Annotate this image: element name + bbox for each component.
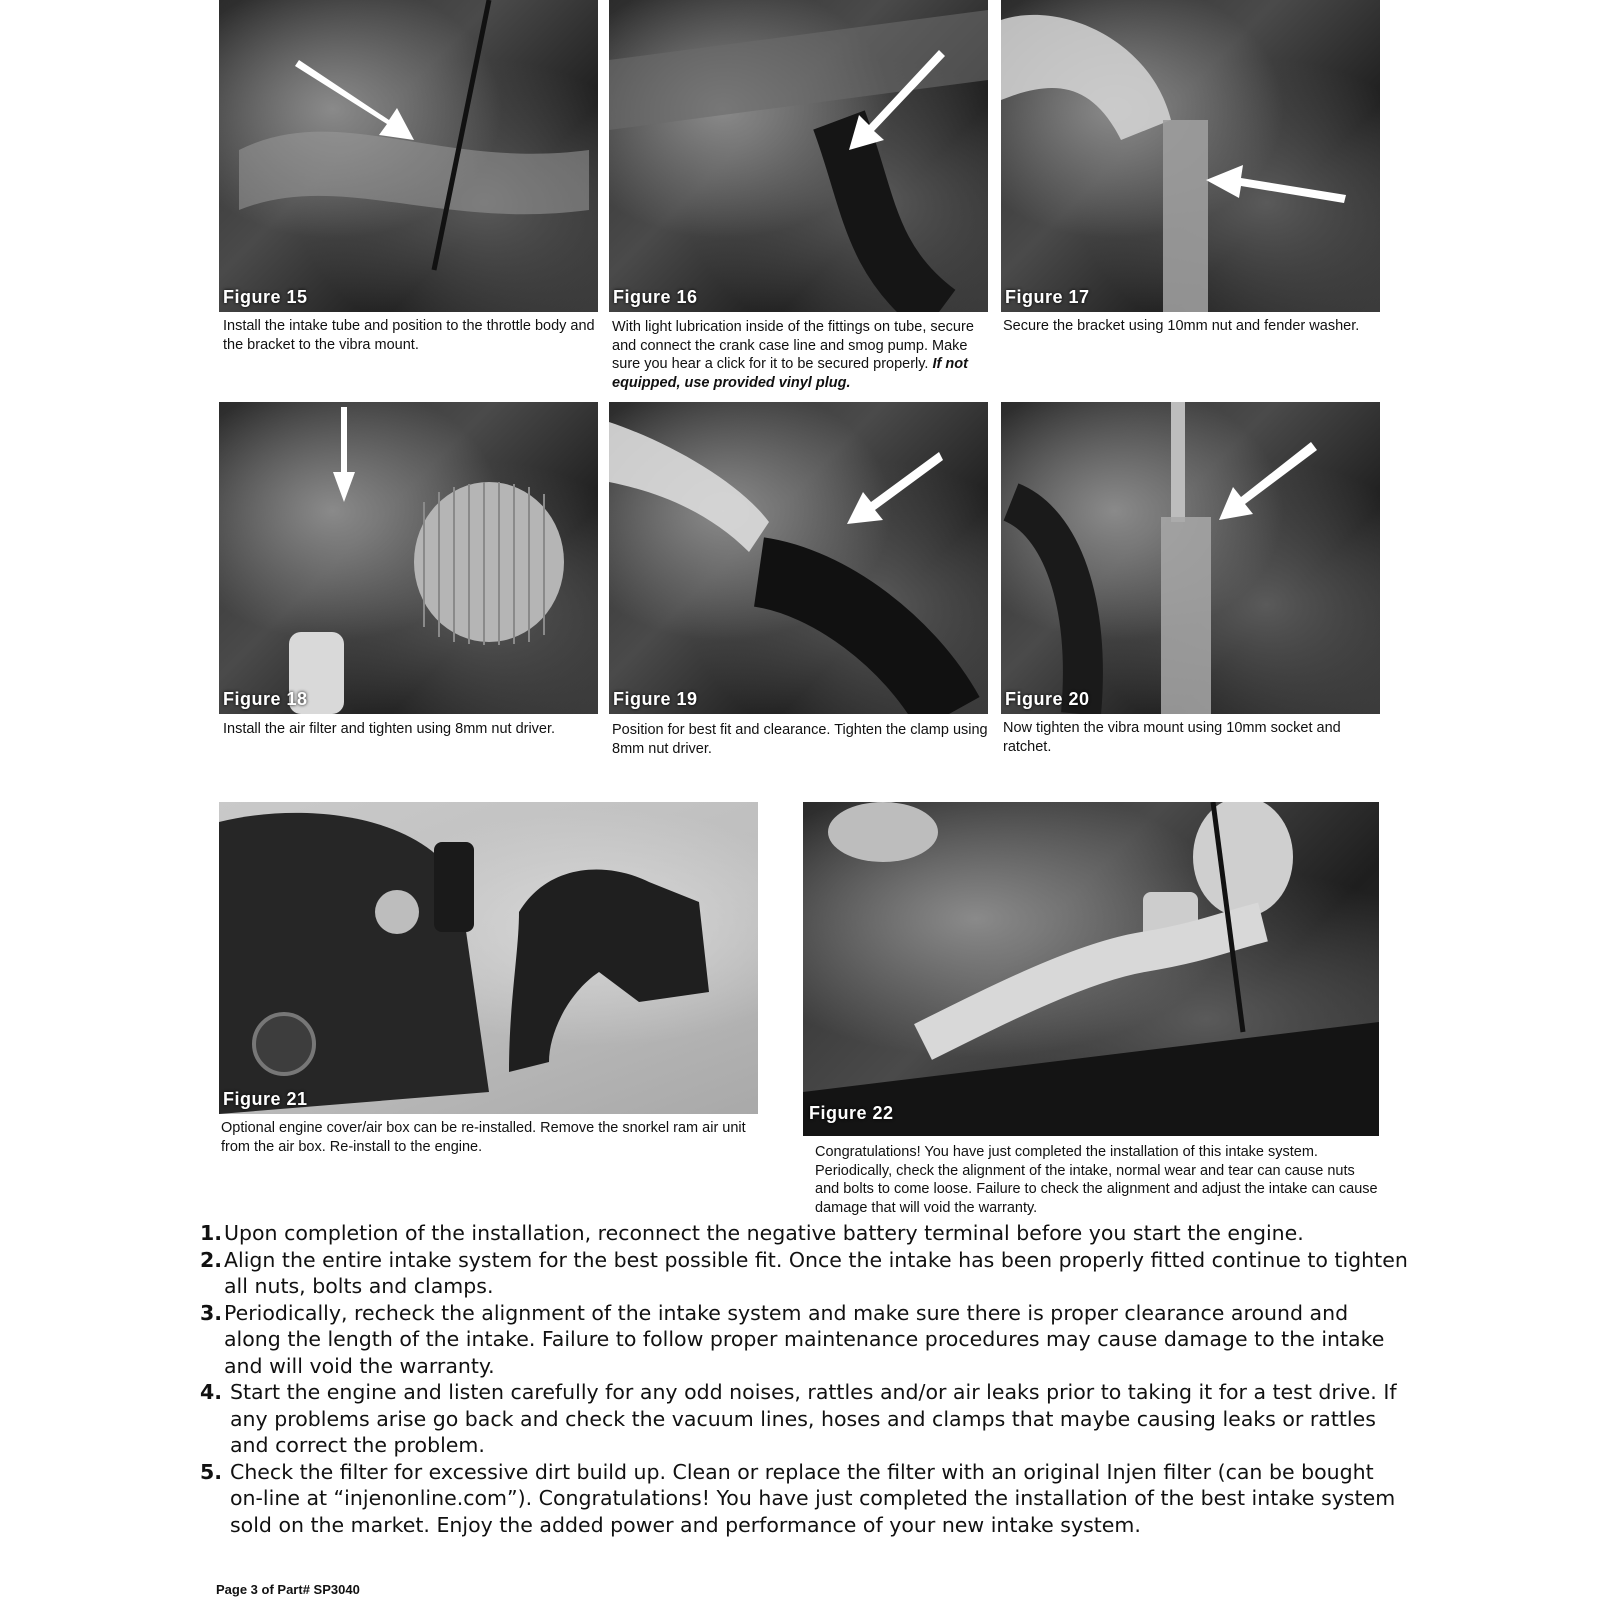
step-1 [200,1220,1410,1247]
figure-15-caption: Install the intake tube and position to the throttle body and the bracket to the vibra mount. [223,318,595,353]
step-text: Periodically, recheck the alignment of the intake system and make sure there is proper clearance around and along the length of the intake. Failure to follow proper maintenance procedures may cause damage to the intake and will void the warranty. [224,1300,1385,1378]
figure-17-label: Figure 17 [1005,287,1090,307]
figure-16-caption-text: With light lubrication inside of the fittings on tube, secure and connect the crank case line and smog pump. Make sure you hear a click for it to be secured properly. [612,319,974,372]
step-number: 4. [200,1380,223,1404]
figure-20-caption: Now tighten the vibra mount using 10mm socket and ratchet. [1003,720,1341,755]
figure-18-caption: Install the air filter and tighten using 8mm nut driver. [223,721,556,737]
figure-17-caption: Secure the bracket using 10mm nut and fender washer. [1003,318,1360,334]
figure-22-caption: Congratulations! You have just completed the installation of this intake system. Periodically, check the alignment of the intake, normal wear and tear can cause nuts and bolts to come loose. Failure to check the alignment and adjust the intake can cause damage that will void the warranty. [815,1144,1378,1216]
figure-22-photo [803,802,1379,1136]
figure-19-caption: Position for best fit and clearance. Tighten the clamp using 8mm nut driver. [612,722,988,757]
figure-18-label: Figure 18 [223,689,308,709]
step-text: Align the entire intake system for the best possible fit. Once the intake has been properly fitted continue to tighten all nuts, bolts and clamps. [224,1247,1408,1298]
figure-21-label: Figure 21 [223,1089,308,1109]
figure-21-caption: Optional engine cover/air box can be re-installed. Remove the snorkel ram air unit from the air box. Re-install to the engine. [221,1120,746,1155]
figure-20-label: Figure 20 [1005,689,1090,709]
figure-19-photo [609,402,988,714]
step-number: 3. [200,1300,223,1325]
step-3 [200,1300,1410,1380]
figure-22-label: Figure 22 [809,1103,894,1123]
page-footer: Page 3 of Part# SP3040 [216,1582,360,1597]
figure-16-label: Figure 16 [613,287,698,307]
figure-21-photo [219,802,758,1114]
step-4 [200,1379,1410,1459]
figure-16-caption-emphasis: If not equipped, use provided vinyl plug. [612,356,968,391]
figure-15-photo [219,0,598,312]
step-number: 2. [200,1247,223,1272]
step-text: Upon completion of the installation, reconnect the negative battery terminal before you start the engine. [224,1221,1304,1245]
step-text: Check the filter for excessive dirt build up. Clean or replace the filter with an original Injen filter (can be bought on-line at “injenonline.com”). Congratulations! You have just completed the installation of the best intake system sold on the market. Enjoy the added power and performance of your new intake system. [230,1459,1396,1537]
step-number: 5. [200,1459,223,1484]
figure-19-label: Figure 19 [613,689,698,709]
figure-15-label: Figure 15 [223,287,308,307]
figure-16-caption [612,318,992,392]
figure-20-photo [1001,402,1380,714]
step-5 [200,1459,1410,1539]
step-number: 1. [200,1221,223,1245]
step-text: Start the engine and listen carefully for any odd noises, rattles and/or air leaks prior to taking it for a test drive. If any problems arise go back and check the vacuum lines, hoses and clamps that maybe causing leaks or rattles and correct the problem. [230,1380,1397,1457]
instruction-steps [200,1220,1410,1538]
figure-17-photo [1001,0,1380,312]
figure-16-photo [609,0,988,312]
figure-18-photo [219,402,598,714]
step-2 [200,1247,1410,1300]
